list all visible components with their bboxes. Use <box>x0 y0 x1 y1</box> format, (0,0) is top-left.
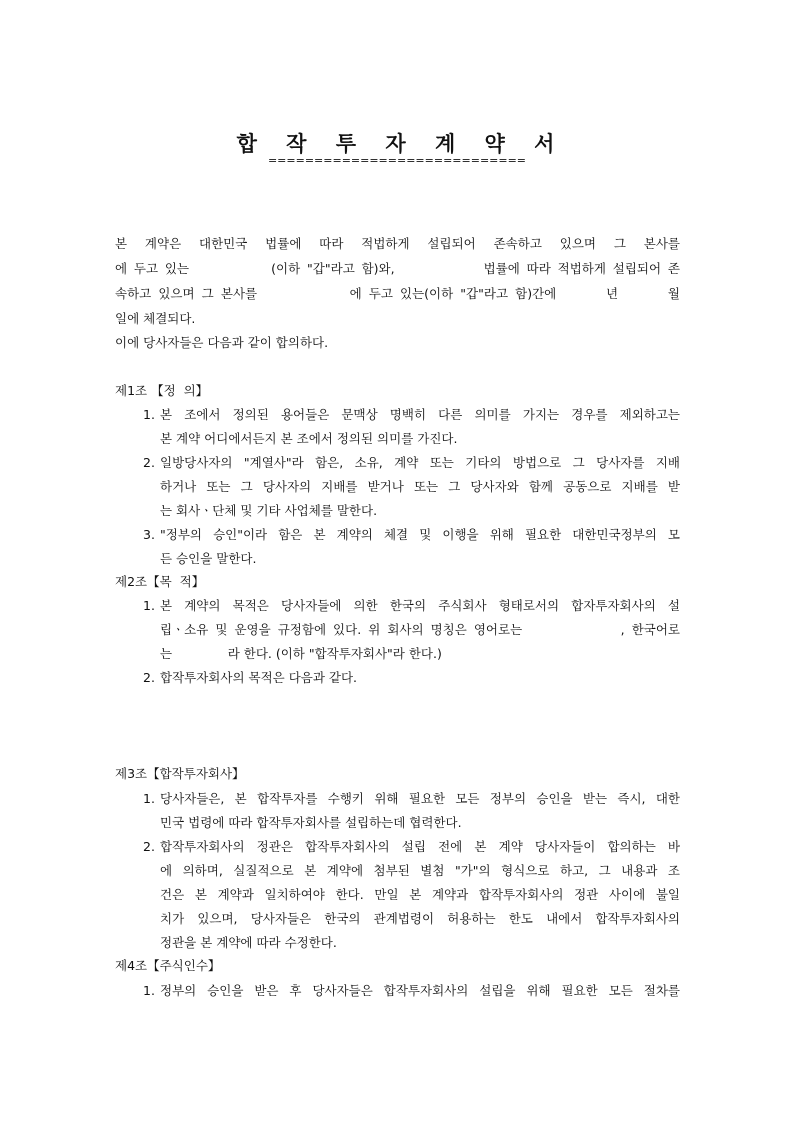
item-line: 건은 본 계약과 일치하여야 한다. 만일 본 계약과 합작투자회사의 정관 사이에 불일 <box>160 887 680 902</box>
item-line: 본 계약 어디에서든지 본 조에서 정의된 의미를 가진다. <box>160 431 458 446</box>
item-line: 본 계약의 목적은 당사자들에 의한 한국의 주식회사 형태로서의 합자투자회사의 설 <box>160 598 680 613</box>
item-line: 합작투자회사의 목적은 다음과 같다. <box>160 670 358 685</box>
article-heading: 제2조【목 적】 <box>115 574 205 589</box>
item-line: 당사자들은, 본 합작투자를 수행키 위해 필요한 모든 정부의 승인을 받는 즉시, 대한 <box>160 791 680 806</box>
item-line: 정부의 승인을 받은 후 당사자들은 합작투자회사의 설립을 위해 필요한 모든 절차를 <box>160 983 680 998</box>
item-number: 2. <box>143 670 155 685</box>
item-number: 1. <box>143 983 155 998</box>
preamble-line: 이에 당사자들은 다음과 같이 합의하다. <box>115 335 329 350</box>
item-line: 정관을 본 계약에 따라 수정한다. <box>160 935 337 950</box>
item-line: 하거나 또는 그 당사자의 지배를 받거나 또는 그 당사자와 함께 공동으로 지배를 받 <box>160 479 680 494</box>
item-line: 든 승인을 말한다. <box>160 551 257 566</box>
article-heading: 제3조【합작투자회사】 <box>115 766 245 781</box>
preamble-line: 에 두고 있는 (이하 "갑"라고 함)와, 법률에 따라 적법하게 설립되어 존 <box>115 261 680 276</box>
article-heading: 제4조【주식인수】 <box>115 958 221 973</box>
item-number: 2. <box>143 839 155 854</box>
preamble-line: 일에 체결되다. <box>115 311 196 326</box>
item-number: 3. <box>143 527 155 542</box>
item-line: 합작투자회사의 정관은 합작투자회사의 설립 전에 본 계약 당사자들이 합의하는 바 <box>160 839 680 854</box>
item-number: 1. <box>143 791 155 806</box>
item-line: 본 조에서 정의된 용어들은 문맥상 명백히 다른 의미를 가지는 경우를 제외하고는 <box>160 407 680 422</box>
document-title: 합 작 투 자 계 약 서 <box>236 132 566 156</box>
item-number: 2. <box>143 455 155 470</box>
article-heading: 제1조 【정 의】 <box>115 383 209 398</box>
item-line: 는 회사ㆍ단체 및 기타 사업체를 말한다. <box>160 503 378 518</box>
item-line: 민국 법령에 따라 합작투자회사를 설립하는데 협력한다. <box>160 815 462 830</box>
item-number: 1. <box>143 407 155 422</box>
preamble-line: 본 계약은 대한민국 법률에 따라 적법하게 설립되어 존속하고 있으며 그 본사를 <box>115 236 680 251</box>
item-line: 는 라 한다. (이하 "합작투자회사"라 한다.) <box>160 646 442 661</box>
item-line: 일방당사자의 "계열사"라 함은, 소유, 계약 또는 기타의 방법으로 그 당사자를 지배 <box>160 455 680 470</box>
preamble-line: 속하고 있으며 그 본사를 에 두고 있는(이하 "갑"라고 함)간에 년 월 <box>115 286 680 301</box>
item-line: 립ㆍ소유 및 운영을 규정함에 있다. 위 회사의 명칭은 영어로는 , 한국어로 <box>160 622 680 637</box>
item-number: 1. <box>143 598 155 613</box>
item-line: 치가 있으며, 당사자들은 한국의 관계법령이 허용하는 한도 내에서 합작투자회사의 <box>160 911 680 926</box>
item-line: 에 의하며, 실질적으로 본 계약에 첨부된 별첨 "가"의 형식으로 하고, 그 내용과 조 <box>160 863 680 878</box>
title-underline: ============================ <box>267 154 527 167</box>
item-line: "정부의 승인"이라 함은 본 계약의 체결 및 이행을 위해 필요한 대한민국정부의 모 <box>160 527 680 542</box>
